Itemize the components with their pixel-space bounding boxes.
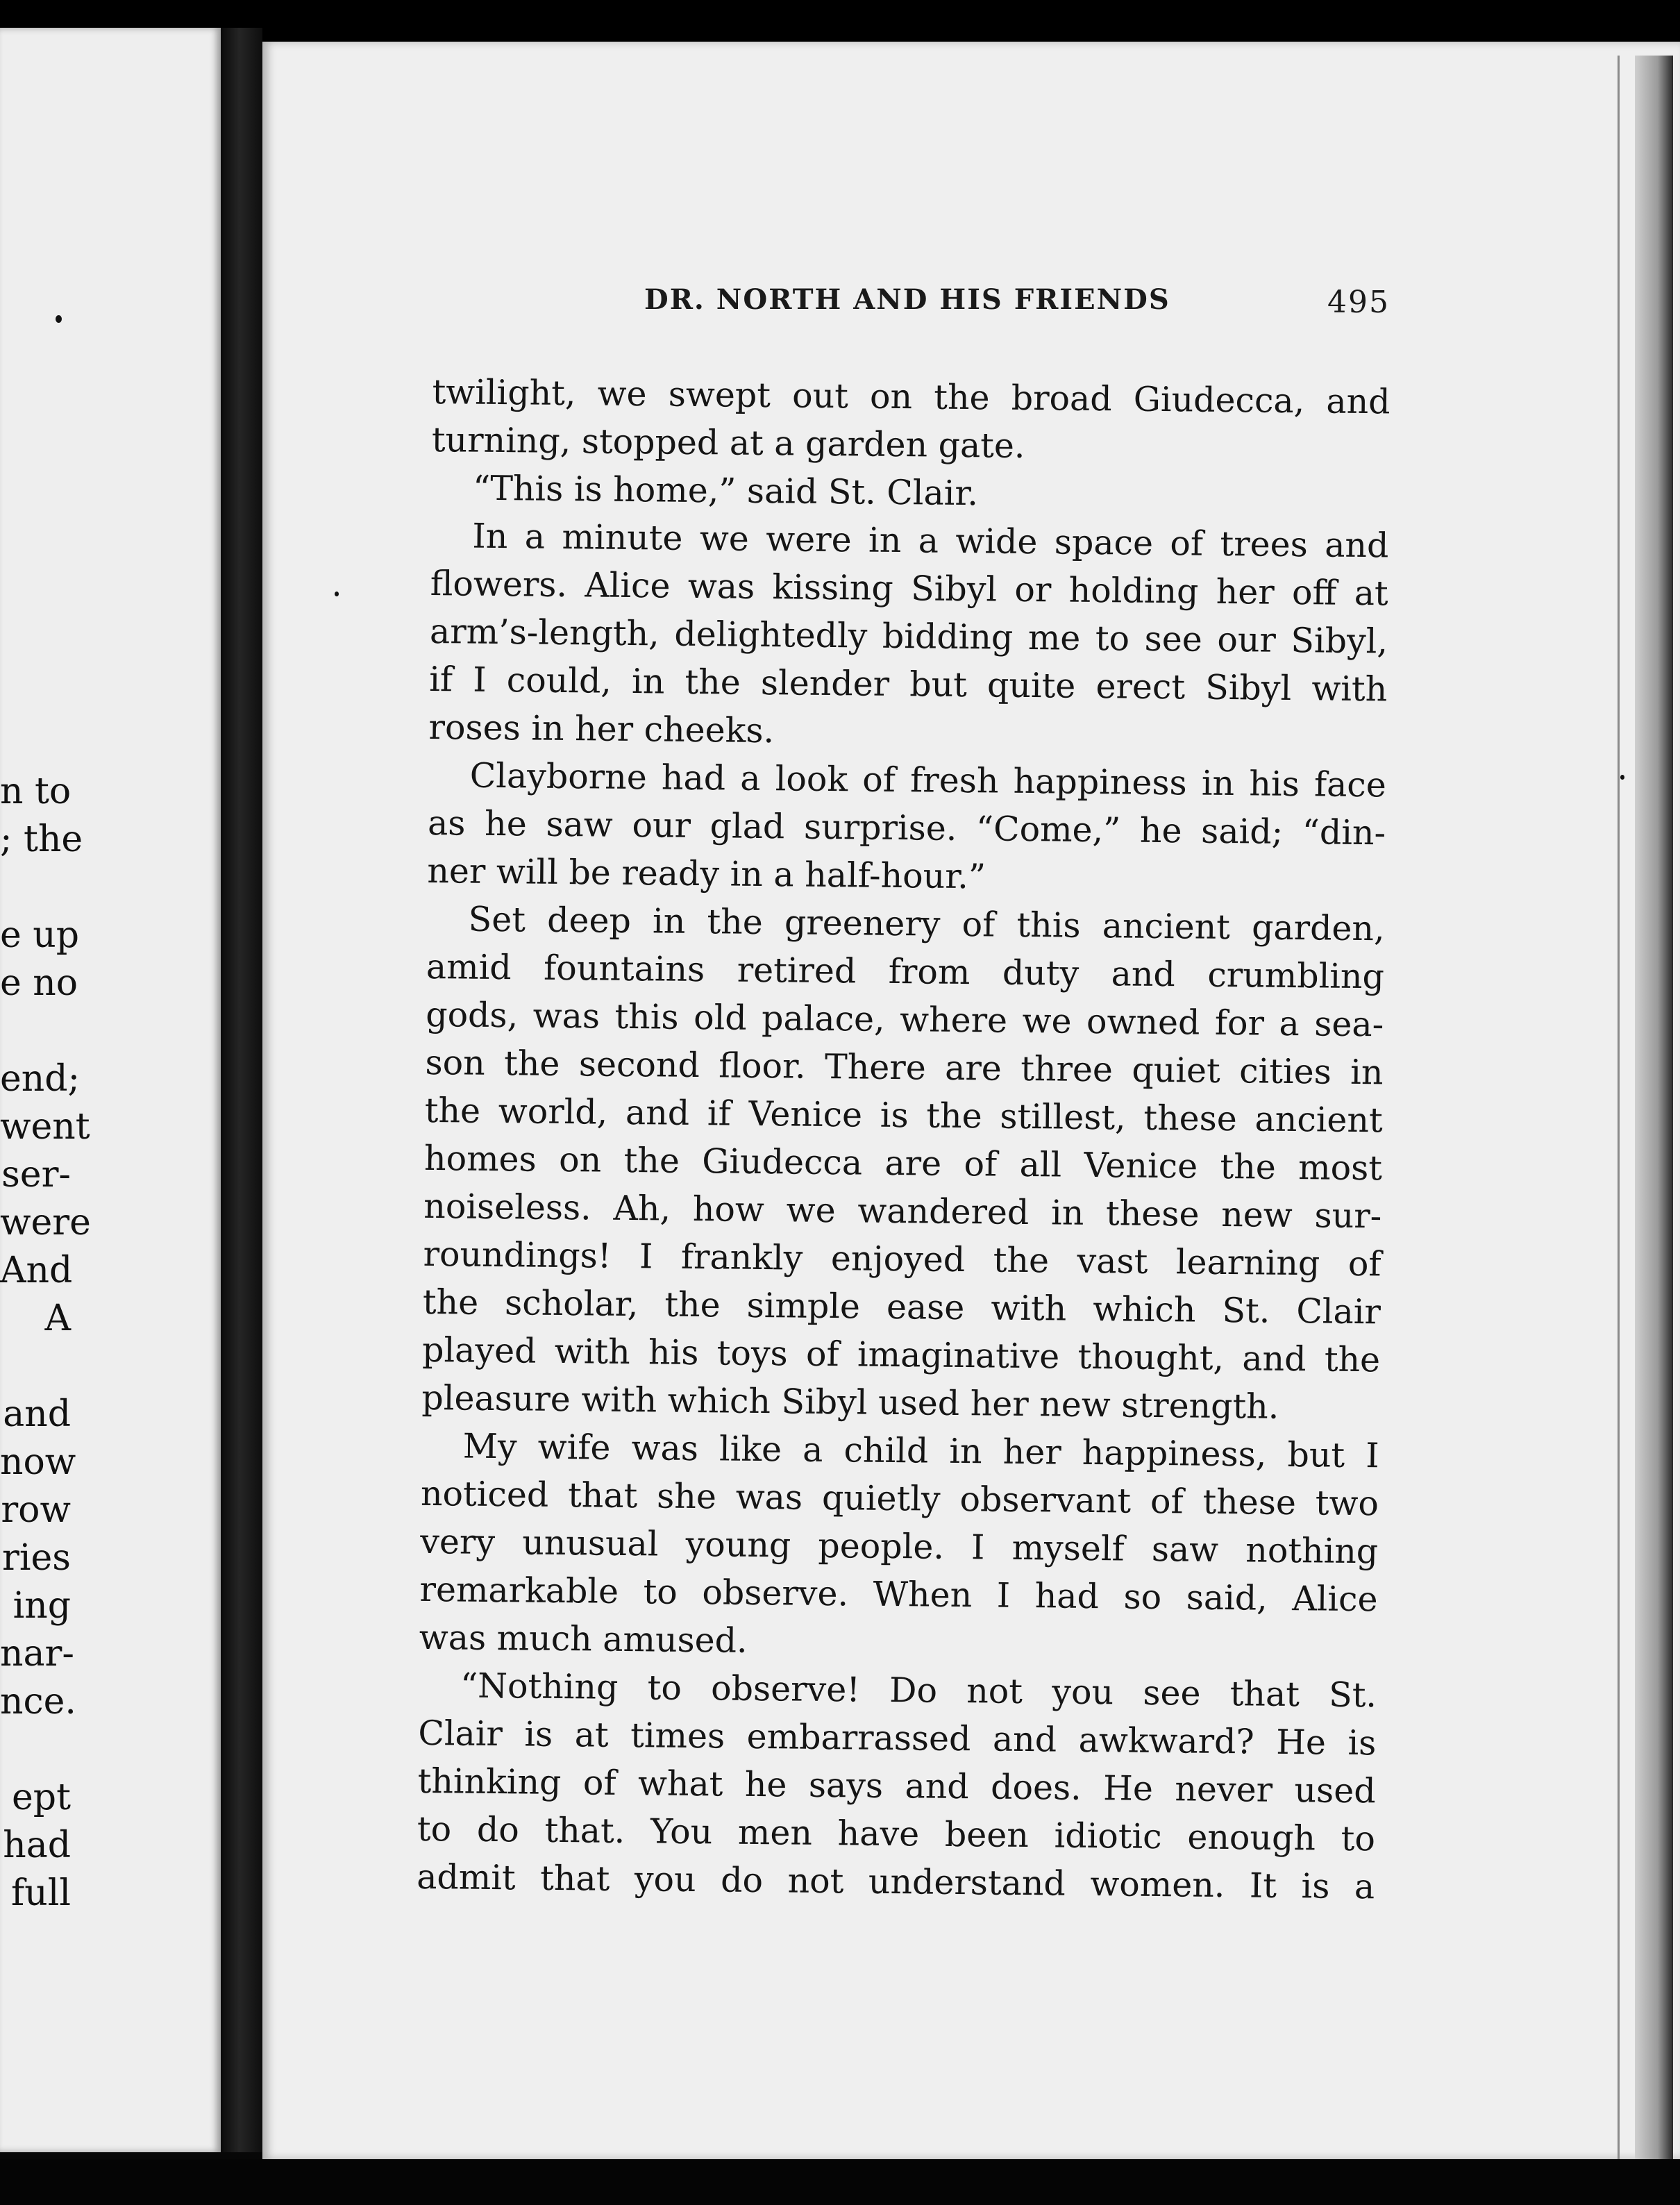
- body-line: homes on the Giudecca are of all Venice the most: [423, 1138, 1383, 1189]
- left-fragment-gap: [0, 864, 221, 912]
- left-fragment-gap: [0, 1343, 221, 1391]
- body-line: as he saw our glad surprise. “Come,” he said; “din-: [427, 803, 1386, 853]
- left-fragment: e up: [0, 914, 80, 956]
- body-line: In a minute we were in a wide space of trees and: [472, 516, 1389, 566]
- left-page: [0, 28, 221, 2152]
- left-fragment: ; the: [0, 819, 83, 860]
- left-fragment: end;: [0, 1058, 81, 1100]
- body-line: amid fountains retired from duty and crumbling: [426, 946, 1385, 997]
- body-line: roundings! I frankly enjoyed the vast learning of: [423, 1234, 1381, 1284]
- body-line: twilight, we swept out on the broad Giudecca, and: [432, 371, 1391, 422]
- body-line: if I could, in the slender but quite erect Sibyl with: [429, 659, 1388, 710]
- body-line: “This is home,” said St. Clair.: [472, 468, 979, 514]
- body-line: Set deep in the greenery of this ancient garden,: [468, 899, 1385, 949]
- body-line: roses in her cheeks.: [428, 707, 775, 751]
- left-fragment: were: [0, 1202, 91, 1243]
- left-fragment: now: [0, 1441, 76, 1483]
- left-fragment: ser-: [1, 1154, 71, 1196]
- body-line: son the second floor. There are three quiet cities in: [425, 1042, 1384, 1093]
- ink-speck: [335, 592, 339, 596]
- left-fragment: e no: [0, 962, 78, 1004]
- ink-speck: [1620, 775, 1624, 780]
- left-fragment: ing: [12, 1585, 71, 1627]
- left-fragment: ries: [2, 1537, 71, 1579]
- left-fragment: and: [3, 1393, 71, 1435]
- body-line: ner will be ready in a half-hour.”: [427, 850, 986, 897]
- left-fragment: ept: [12, 1777, 71, 1818]
- left-fragment: went: [0, 1106, 90, 1148]
- left-fragment: had: [3, 1825, 71, 1866]
- body-line: thinking of what he says and does. He never used: [417, 1761, 1376, 1811]
- body-line: was much amused.: [419, 1617, 748, 1661]
- left-fragment-gap: [0, 1007, 221, 1055]
- body-line: gods, was this old palace, where we owned for a sea-: [425, 994, 1384, 1045]
- page-edge-line: [1618, 56, 1620, 2159]
- left-fragment: nar-: [0, 1633, 74, 1675]
- running-header: [644, 283, 1394, 328]
- body-line: to do that. You men have been idiotic enough to: [417, 1809, 1376, 1859]
- page-stack-edge: [1635, 56, 1673, 2159]
- body-line: remarkable to observe. When I had so said, Alice: [419, 1569, 1378, 1620]
- body-line: the scholar, the simple ease with which St. Clair: [422, 1282, 1381, 1332]
- page-number: 495: [1327, 285, 1390, 320]
- body-line: very unusual young people. I myself saw nothing: [419, 1521, 1379, 1572]
- left-fragment: nce.: [0, 1681, 76, 1722]
- left-page-text-fragments: [0, 768, 221, 1918]
- body-line: played with his toys of imaginative thought, and the: [421, 1330, 1381, 1380]
- left-fragment: n to: [0, 771, 72, 812]
- left-fragment: row: [1, 1489, 71, 1531]
- left-fragment: full: [11, 1872, 71, 1914]
- body-line: noiseless. Ah, how we wandered in these new sur-: [423, 1186, 1382, 1236]
- body-line: pleasure with which Sibyl used her new strength.: [421, 1377, 1279, 1427]
- body-text: [417, 368, 1391, 1911]
- body-line: “Nothing to observe! Do not you see that St.: [460, 1666, 1377, 1716]
- body-line: flowers. Alice was kissing Sibyl or holding her off at: [430, 563, 1388, 614]
- ink-speck: [56, 315, 62, 323]
- body-line: Clair is at times embarrassed and awkward? He is: [418, 1713, 1377, 1763]
- scan-bottom-border: [0, 2159, 1680, 2205]
- body-line: My wife was like a child in her happiness, but I: [462, 1426, 1379, 1476]
- body-line: admit that you do not understand women. It is a: [416, 1856, 1375, 1907]
- body-line: Clayborne had a look of fresh happiness in his face: [469, 755, 1387, 805]
- body-line: arm’s-length, delightedly bidding me to see our Sibyl,: [429, 611, 1388, 662]
- running-title: DR. NORTH AND HIS FRIENDS: [644, 283, 1170, 316]
- book-gutter: [221, 28, 262, 2152]
- left-fragment: A: [44, 1298, 71, 1339]
- body-line: turning, stopped at a garden gate.: [431, 419, 1025, 466]
- body-line: noticed that she was quietly observant of these two: [420, 1473, 1379, 1524]
- body-line: the world, and if Venice is the stillest, these ancient: [424, 1090, 1384, 1141]
- left-fragment: And: [0, 1250, 73, 1291]
- left-fragment-gap: [0, 1726, 221, 1774]
